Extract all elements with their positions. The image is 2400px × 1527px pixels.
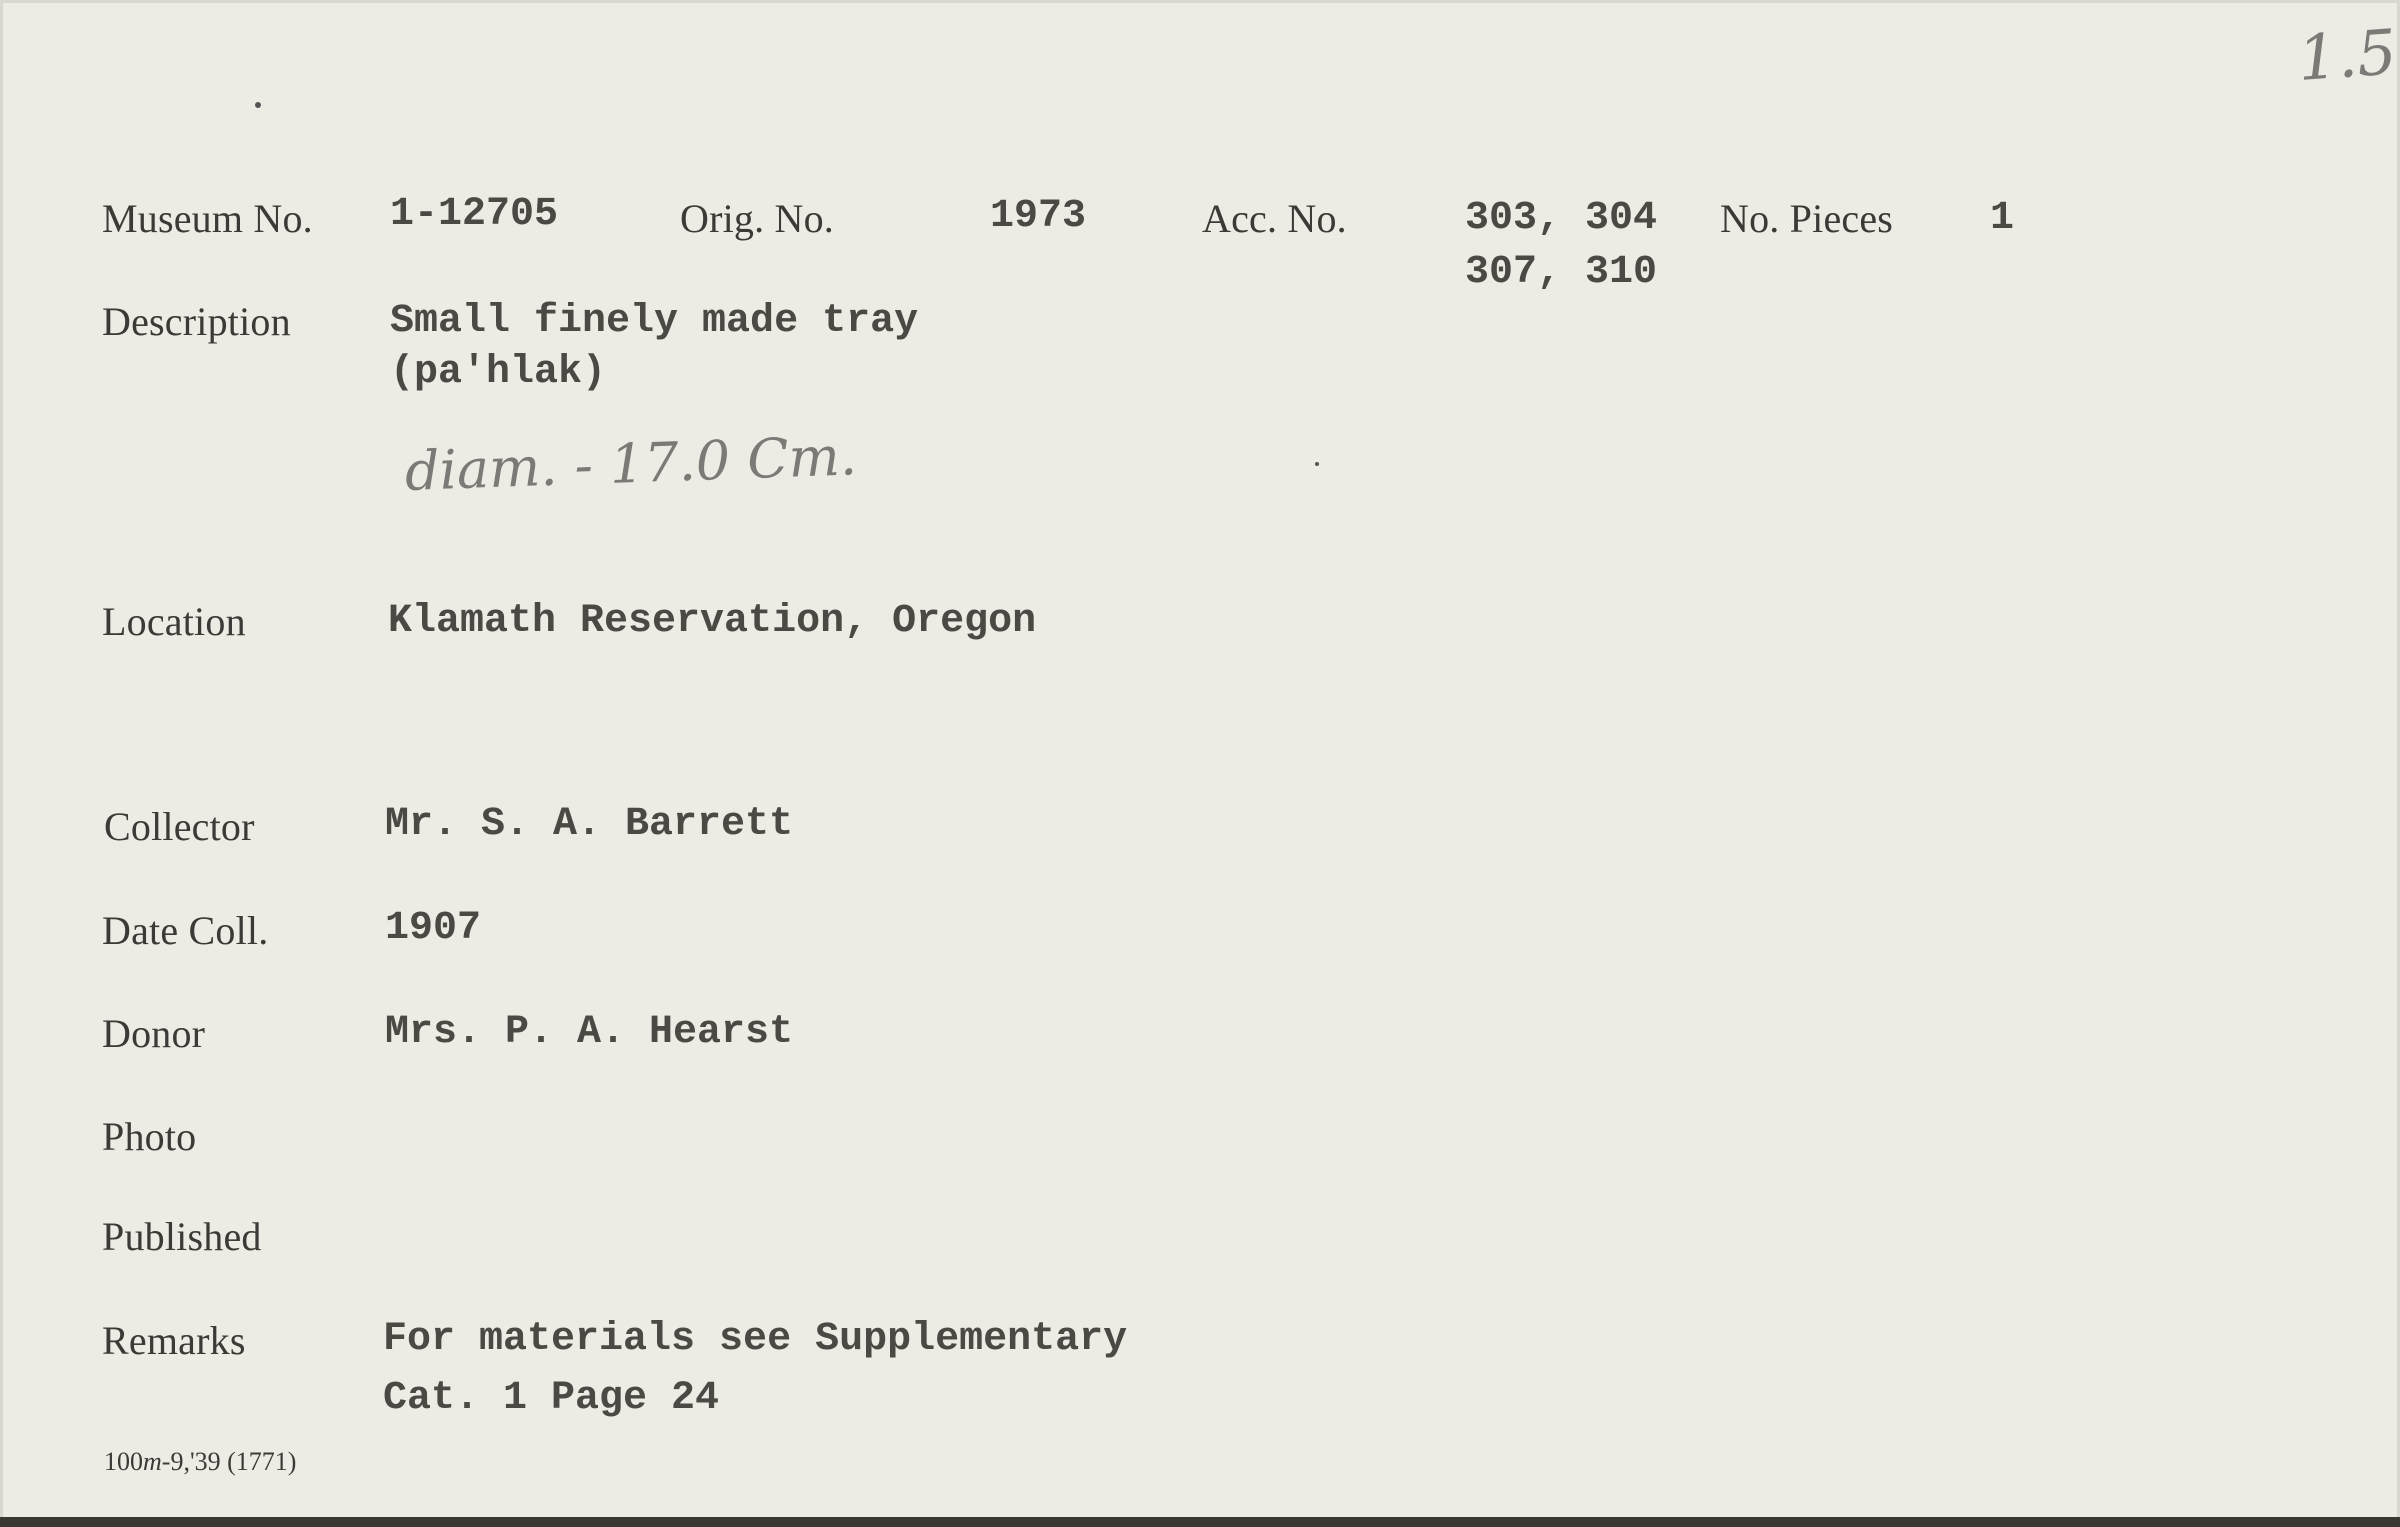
form-code-prefix: 100	[104, 1447, 143, 1476]
form-code	[104, 1447, 296, 1477]
acc-no-value-line2: 307, 310	[1465, 250, 1658, 295]
orig-no-value: 1973	[990, 194, 1087, 239]
form-code-italic: m	[143, 1447, 162, 1476]
ink-speck	[1315, 462, 1319, 466]
no-pieces-value: 1	[1990, 196, 2015, 241]
published-label: Published	[102, 1214, 262, 1259]
collector-label: Collector	[104, 804, 255, 849]
location-value: Klamath Reservation, Oregon	[388, 599, 1037, 644]
remarks-line1: For materials see Supplementary	[383, 1317, 1128, 1362]
acc-no-label: Acc. No.	[1202, 196, 1347, 241]
corner-mark: 1.5	[2295, 15, 2399, 95]
date-coll-label: Date Coll.	[102, 908, 269, 953]
museum-no-label: Museum No.	[102, 196, 313, 241]
photo-label: Photo	[102, 1114, 197, 1159]
date-coll-value: 1907	[385, 906, 482, 951]
ink-speck	[255, 102, 261, 108]
acc-no-value-line1: 303, 304	[1465, 196, 1658, 241]
description-line1: Small finely made tray	[390, 299, 919, 344]
remarks-line2: Cat. 1 Page 24	[383, 1376, 720, 1421]
description-line2: (pa'hlak)	[390, 350, 607, 395]
orig-no-label: Orig. No.	[680, 196, 835, 241]
no-pieces-label: No. Pieces	[1720, 196, 1894, 241]
collector-value: Mr. S. A. Barrett	[385, 802, 794, 847]
handwritten-diameter-note: diam. - 17.0 Cm.	[403, 424, 858, 503]
remarks-label: Remarks	[102, 1318, 246, 1363]
description-label: Description	[102, 299, 291, 344]
donor-value: Mrs. P. A. Hearst	[385, 1010, 794, 1055]
donor-label: Donor	[102, 1011, 206, 1056]
museum-no-value: 1-12705	[390, 192, 559, 237]
form-code-suffix: -9,'39 (1771)	[161, 1447, 297, 1476]
location-label: Location	[102, 599, 246, 644]
